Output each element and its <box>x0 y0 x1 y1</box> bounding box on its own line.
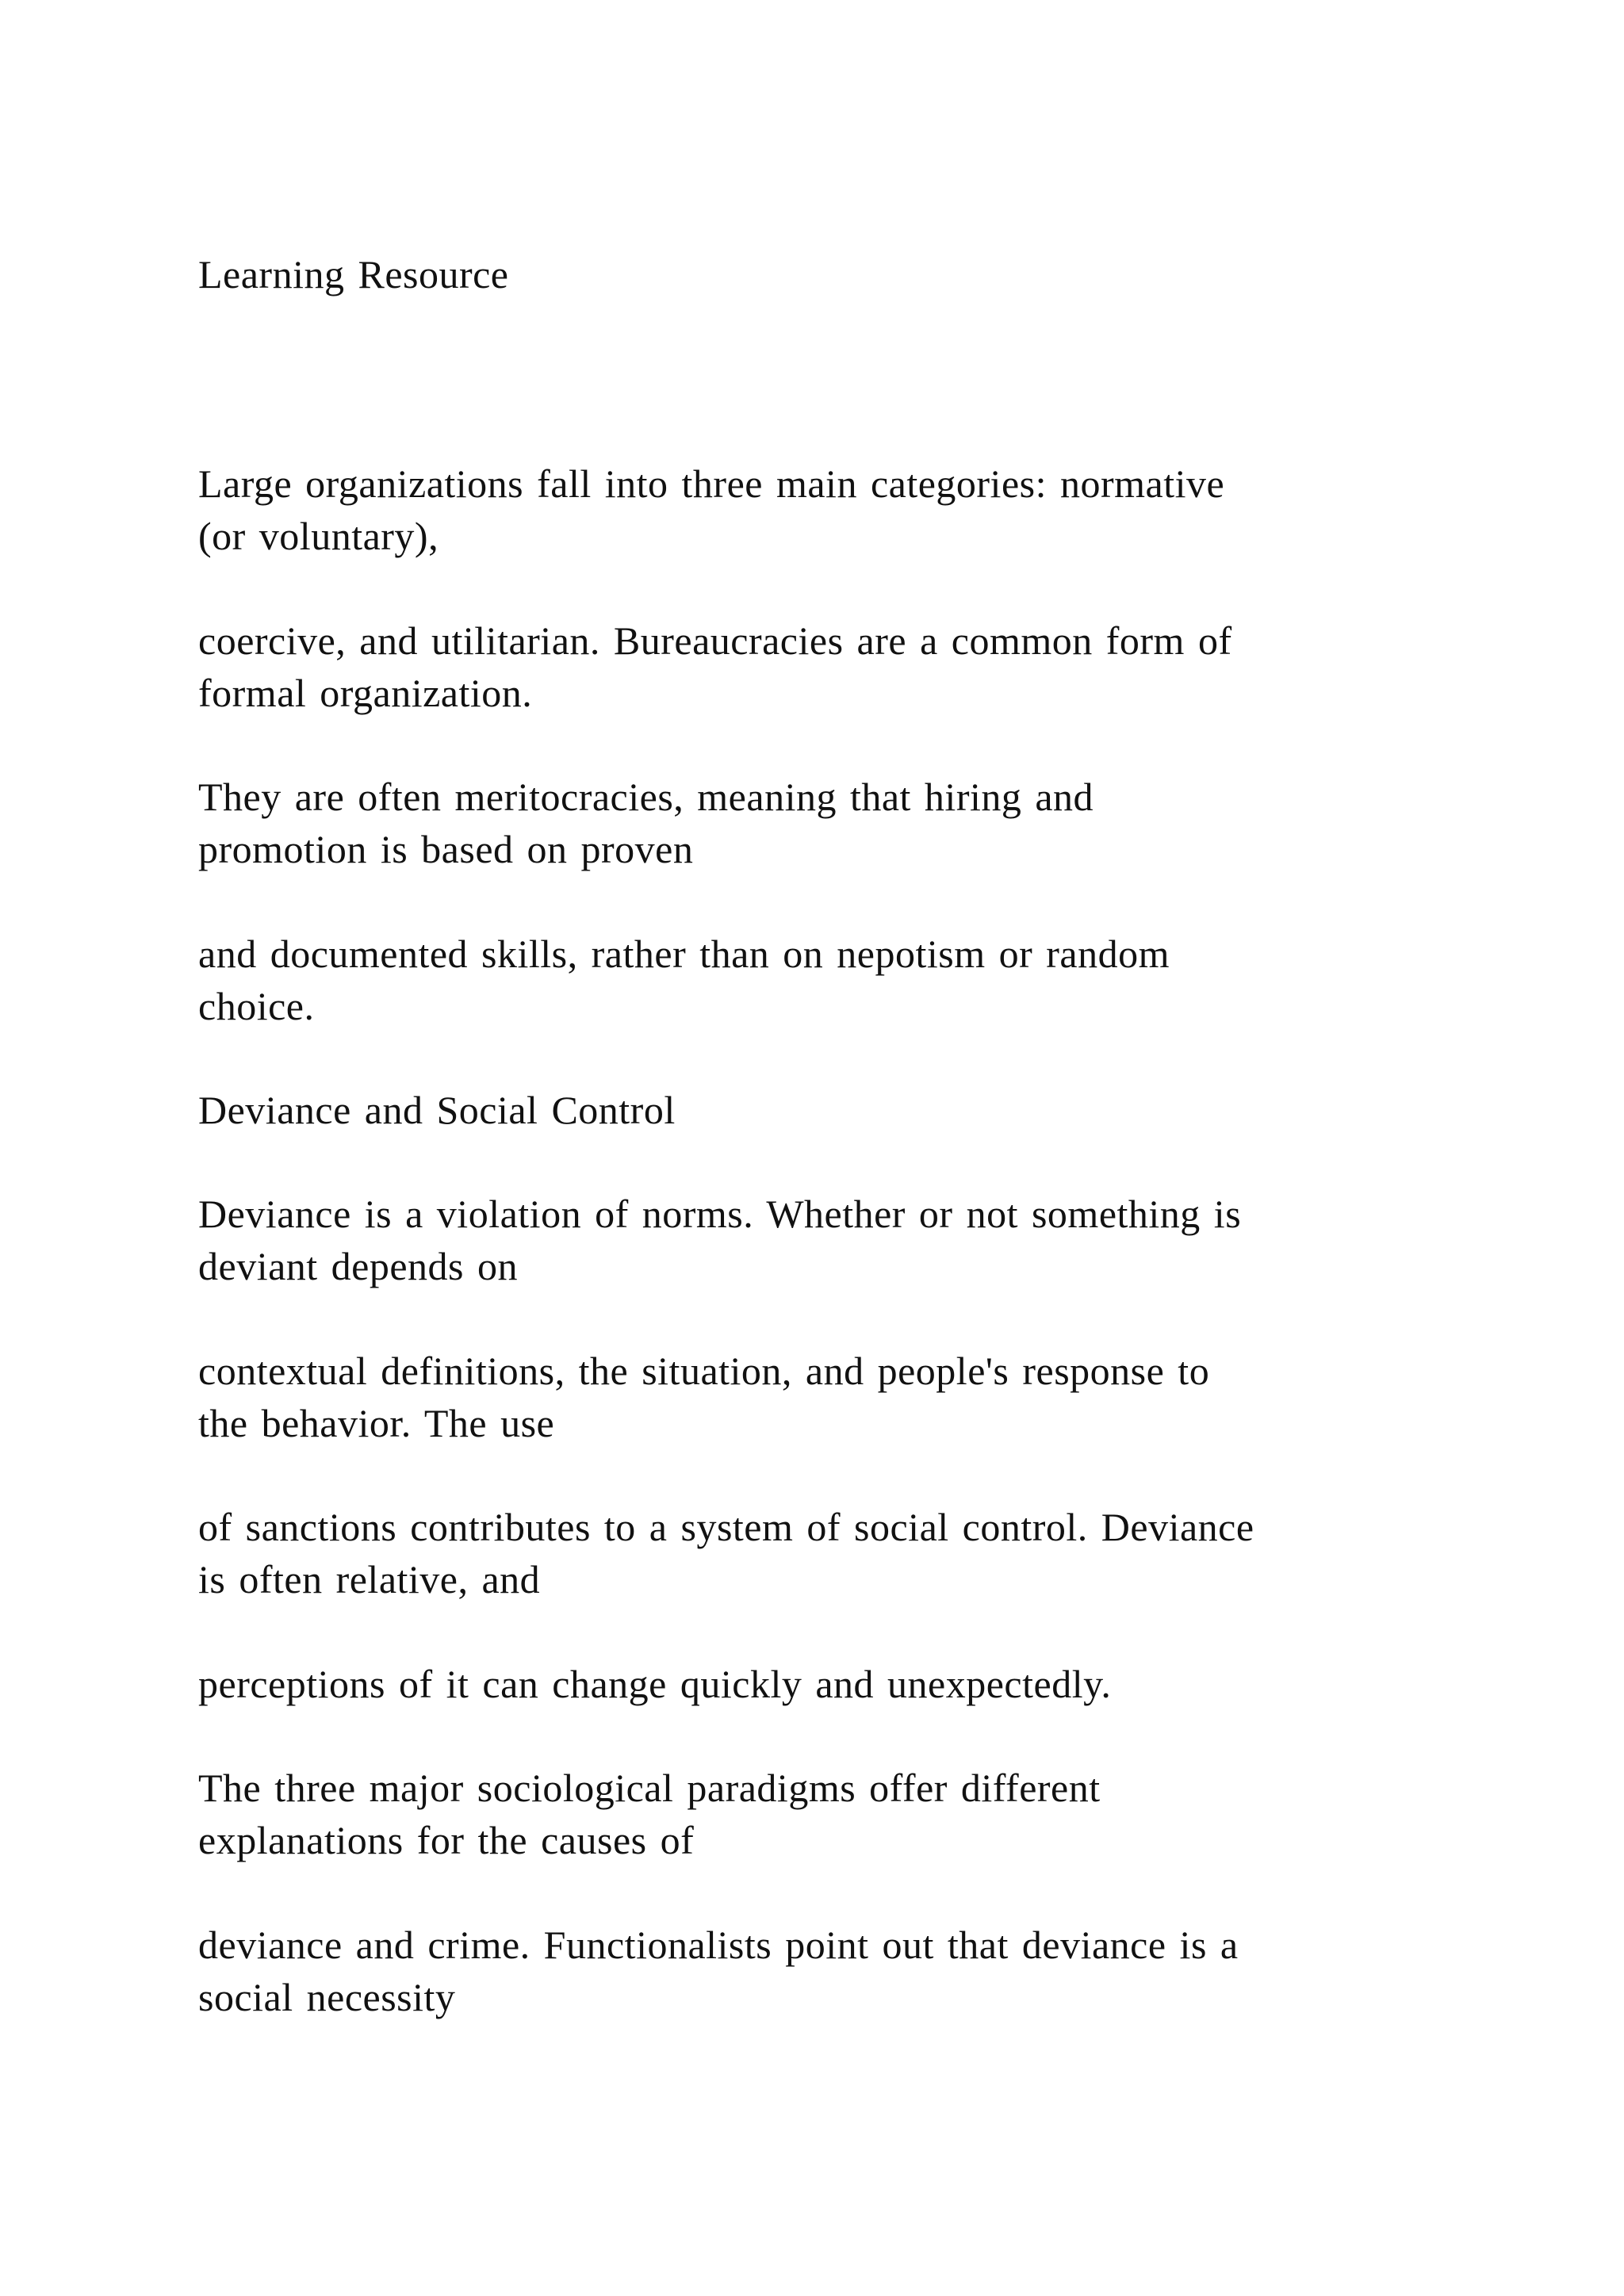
section-heading-deviance: Deviance and Social Control <box>198 1088 676 1132</box>
paragraph-perceptions: perceptions of it can change quickly and unexpectedly. <box>198 1662 1112 1706</box>
paragraph-sanctions: of sanctions contributes to a system of social control. Deviance is often relative, and <box>198 1505 1254 1601</box>
paragraph-contextual-definitions: contextual definitions, the situation, and people's response to the behavior. The use <box>198 1349 1210 1445</box>
paragraph-bureaucracies: coercive, and utilitarian. Bureaucracies are a common form of formal organization. <box>198 618 1232 715</box>
paragraph-meritocracies: They are often meritocracies, meaning that hiring and promotion is based on proven <box>198 775 1094 871</box>
paragraph-sociological-paradigms: The three major sociological paradigms offer different explanations for the causes of <box>198 1766 1101 1862</box>
document-title: Learning Resource <box>198 252 509 297</box>
paragraph-functionalists: deviance and crime. Functionalists point out that deviance is a social necessity <box>198 1923 1239 2019</box>
paragraph-documented-skills: and documented skills, rather than on nepotism or random choice. <box>198 932 1170 1028</box>
paragraph-deviance-definition: Deviance is a violation of norms. Whether or not something is deviant depends on <box>198 1192 1242 1288</box>
paragraph-organization-categories: Large organizations fall into three main categories: normative (or voluntary), <box>198 461 1225 558</box>
